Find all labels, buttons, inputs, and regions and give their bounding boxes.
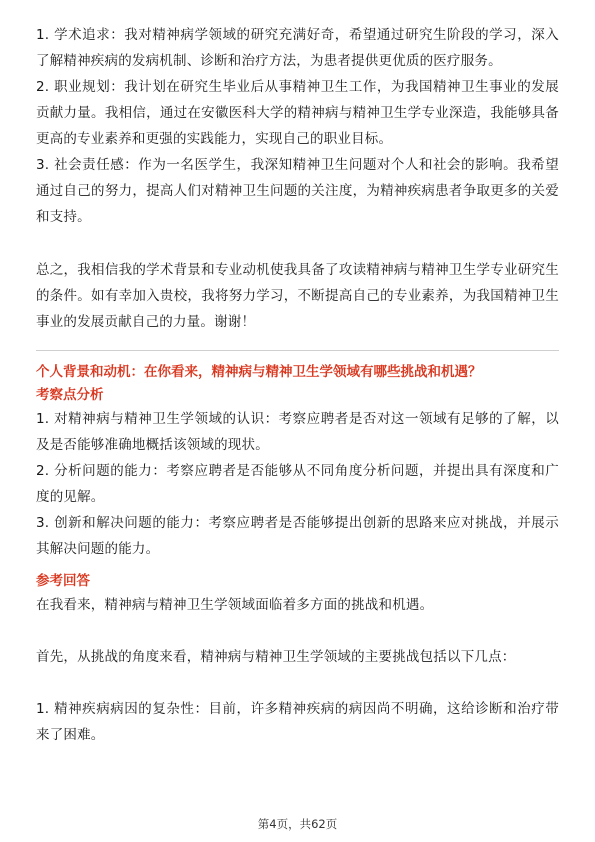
answer-intro: 在我看来，精神病与精神卫生学领域面临着多方面的挑战和机遇。 — [36, 597, 434, 613]
analysis-point-3: 3. 创新和解决问题的能力：考察应聘者是否能够提出创新的思路来应对挑战，并展示其解决问题的能力。 — [36, 515, 559, 557]
document-page — [36, 22, 559, 748]
intro-point-1: 1. 学术追求：我对精神病学领域的研究充满好奇，希望通过研究生阶段的学习，深入了解精神疾病的发病机制、诊断和治疗方法，为患者提供更优质的医疗服务。 — [36, 27, 559, 69]
answer-first: 首先，从挑战的角度来看，精神病与精神卫生学领域的主要挑战包括以下几点： — [36, 649, 516, 665]
analysis-point-1: 1. 对精神病与精神卫生学领域的认识：考察应聘者是否对这一领域有足够的了解，以及是否能够准确地概括该领域的现状。 — [36, 411, 559, 453]
answer-heading: 参考回答 — [36, 573, 90, 589]
answer-point-1: 1. 精神疾病病因的复杂性：目前，许多精神疾病的病因尚不明确，这给诊断和治疗带来了困难。 — [36, 701, 559, 743]
intro-point-3: 3. 社会责任感：作为一名医学生，我深知精神卫生问题对个人和社会的影响。我希望通过自己的努力，提高人们对精神卫生问题的关注度，为精神疾病患者争取更多的关爱和支持。 — [36, 157, 559, 225]
question-title: 个人背景和动机：在你看来，精神病与精神卫生学领域有哪些挑战和机遇？ — [36, 364, 482, 380]
analysis-heading: 考察点分析 — [36, 387, 104, 403]
conclusion-paragraph: 总之，我相信我的学术背景和专业动机使我具备了攻读精神病与精神卫生学专业研究生的条件。如有幸加入贵校，我将努力学习，不断提高自己的专业素养，为我国精神卫生事业的发展贡献自己的力量。谢谢！ — [36, 262, 559, 330]
intro-point-2: 2. 职业规划：我计划在研究生毕业后从事精神卫生工作，为我国精神卫生事业的发展贡献力量。我相信，通过在安徽医科大学的精神病与精神卫生学专业深造，我能够具备更高的专业素养和更强的实践能力，实现自己的职业目标。 — [36, 79, 559, 147]
section-divider — [36, 350, 559, 351]
analysis-point-2: 2. 分析问题的能力：考察应聘者是否能够从不同角度分析问题，并提出具有深度和广度的见解。 — [36, 463, 559, 505]
page-number: 第4页，共62页 — [257, 817, 338, 831]
